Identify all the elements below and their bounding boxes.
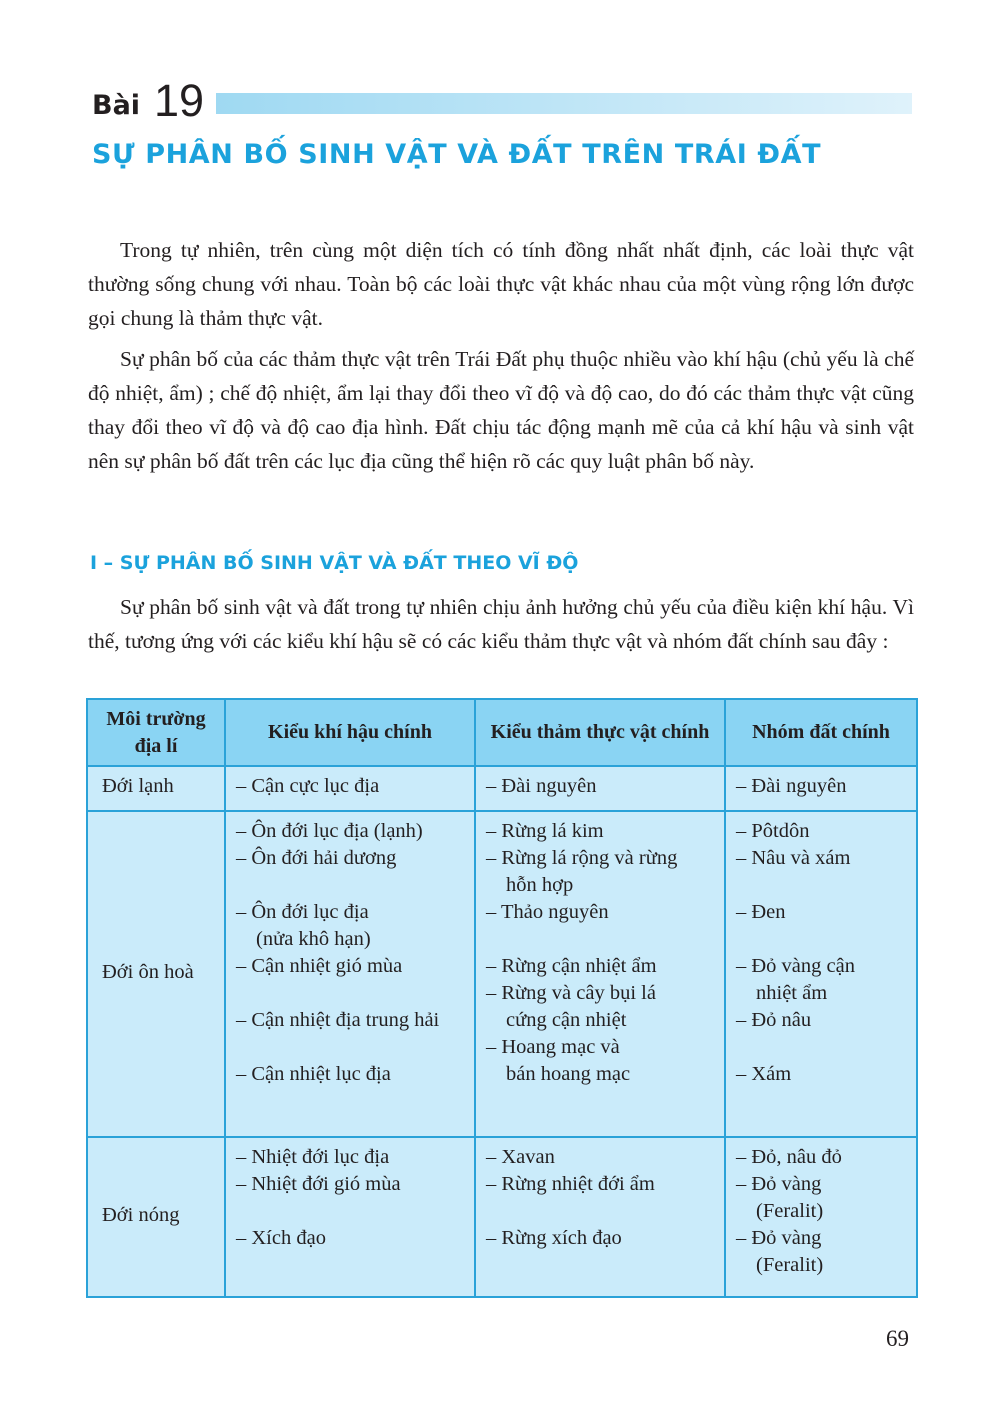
cell-line: – Đỏ, nâu đỏ — [736, 1146, 842, 1168]
cell-line: – Đài nguyên — [486, 775, 597, 797]
cell-line: – Nâu và xám — [736, 847, 851, 869]
cell-vegetation — [475, 766, 725, 811]
cell-line: – Xám — [736, 1063, 792, 1085]
header-soil: Nhóm đất chính — [725, 699, 917, 766]
cell-line: – Nhiệt đới lục địa — [236, 1146, 390, 1168]
cell-line: – Đỏ vàng cận — [736, 955, 855, 977]
header-vegetation: Kiểu thảm thực vật chính — [475, 699, 725, 766]
page-title: SỰ PHÂN BỐ SINH VẬT VÀ ĐẤT TRÊN TRÁI ĐẤT — [92, 139, 822, 170]
cell-vegetation — [475, 1137, 725, 1297]
cell-line: – Rừng lá rộng và rừng — [486, 847, 678, 869]
lesson-decor-bar — [216, 93, 912, 114]
lesson-number: 19 — [154, 75, 205, 126]
line-gap — [486, 926, 714, 953]
cell-line: – Nhiệt đới gió mùa — [236, 1173, 401, 1195]
cell-line: – Cận nhiệt gió mùa — [236, 955, 403, 977]
line-gap — [736, 1034, 906, 1061]
cell-soil — [725, 811, 917, 1137]
header-climate: Kiểu khí hậu chính — [225, 699, 475, 766]
line-gap — [736, 926, 906, 953]
cell-line: – Cận nhiệt lục địa — [236, 1063, 391, 1085]
intro-paragraph-2: Sự phân bố của các thảm thực vật trên Trái Đất phụ thuộc nhiều vào khí hậu (chủ yếu là chế độ nhiệt, ẩm) ; chế độ nhiệt, ẩm lại thay đổi theo vĩ độ và độ cao, do đó các thảm thực vật cũng thay đổi theo vĩ độ và độ cao địa hình. Đất chịu tác động mạnh mẽ của cả khí hậu và sinh vật nên sự phân bố đất trên các lục địa cũng thể hiện rõ các quy luật phân bố này. — [88, 347, 914, 473]
table-row — [87, 1137, 917, 1297]
header-environment: Môi trường địa lí — [87, 699, 225, 766]
cell-line: – Rừng lá kim — [486, 820, 604, 842]
cell-line: – Cận nhiệt địa trung hải — [236, 1009, 440, 1031]
cell-line: – Đỏ nâu — [736, 1009, 812, 1031]
lesson-word: Bài — [92, 90, 141, 121]
cell-line: (nửa khô hạn) — [256, 928, 371, 950]
cell-soil — [725, 766, 917, 811]
cell-line: – Đen — [736, 901, 786, 923]
cell-environment: Đới lạnh — [87, 766, 225, 811]
lesson-header — [92, 76, 912, 126]
cell-climate — [225, 811, 475, 1137]
cell-soil — [725, 1137, 917, 1297]
cell-line: – Ôn đới lục địa (lạnh) — [236, 820, 423, 842]
cell-line: bán hoang mạc — [506, 1063, 631, 1085]
cell-line: – Xavan — [486, 1146, 555, 1168]
line-gap — [236, 872, 464, 899]
line-gap — [236, 1198, 464, 1225]
section-heading: I – SỰ PHÂN BỐ SINH VẬT VÀ ĐẤT THEO VĨ ĐỘ — [90, 552, 579, 574]
line-gap — [236, 1034, 464, 1061]
cell-line: – Cận cực lục địa — [236, 775, 380, 797]
line-gap — [236, 980, 464, 1007]
cell-climate — [225, 1137, 475, 1297]
table-body — [87, 766, 917, 1297]
line-gap — [736, 872, 906, 899]
cell-line: – Hoang mạc và — [486, 1036, 620, 1058]
cell-line: nhiệt ẩm — [756, 982, 828, 1004]
cell-climate — [225, 766, 475, 811]
cell-environment: Đới ôn hoà — [87, 811, 225, 1137]
cell-line: – Thảo nguyên — [486, 901, 609, 923]
section-paragraph: Sự phân bố sinh vật và đất trong tự nhiên chịu ảnh hưởng chủ yếu của điều kiện khí hậu. Vì thế, tương ứng với các kiểu khí hậu sẽ có các kiểu thảm thực vật và nhóm đất chính sau đây : — [88, 595, 914, 653]
cell-line: – Ôn đới lục địa — [236, 901, 369, 923]
cell-line: – Đài nguyên — [736, 775, 847, 797]
cell-line: hỗn hợp — [506, 874, 574, 896]
cell-line: – Rừng cận nhiệt ẩm — [486, 955, 657, 977]
cell-environment: Đới nóng — [87, 1137, 225, 1297]
soil-vegetation-table — [86, 698, 918, 1298]
cell-line: – Xích đạo — [236, 1227, 326, 1249]
table-header-row — [87, 699, 917, 766]
cell-line: – Pôtdôn — [736, 820, 810, 842]
cell-vegetation — [475, 811, 725, 1137]
cell-line: (Feralit) — [756, 1200, 824, 1222]
cell-line: (Feralit) — [756, 1254, 824, 1276]
cell-line: – Ôn đới hải dương — [236, 847, 397, 869]
cell-line: cứng cận nhiệt — [506, 1009, 627, 1031]
table-row — [87, 766, 917, 811]
cell-line: – Rừng xích đạo — [486, 1227, 622, 1249]
cell-line: – Đỏ vàng — [736, 1173, 822, 1195]
table-row — [87, 811, 917, 1137]
cell-line: – Rừng và cây bụi lá — [486, 982, 656, 1004]
intro-paragraph-1: Trong tự nhiên, trên cùng một diện tích có tính đồng nhất nhất định, các loài thực vật thường sống chung với nhau. Toàn bộ các loài thực vật khác nhau của một vùng rộng lớn được gọi chung là thảm thực vật. — [88, 238, 914, 330]
page-number: 69 — [886, 1326, 909, 1351]
cell-line: – Rừng nhiệt đới ẩm — [486, 1173, 655, 1195]
line-gap — [486, 1198, 714, 1225]
cell-line: – Đỏ vàng — [736, 1227, 822, 1249]
